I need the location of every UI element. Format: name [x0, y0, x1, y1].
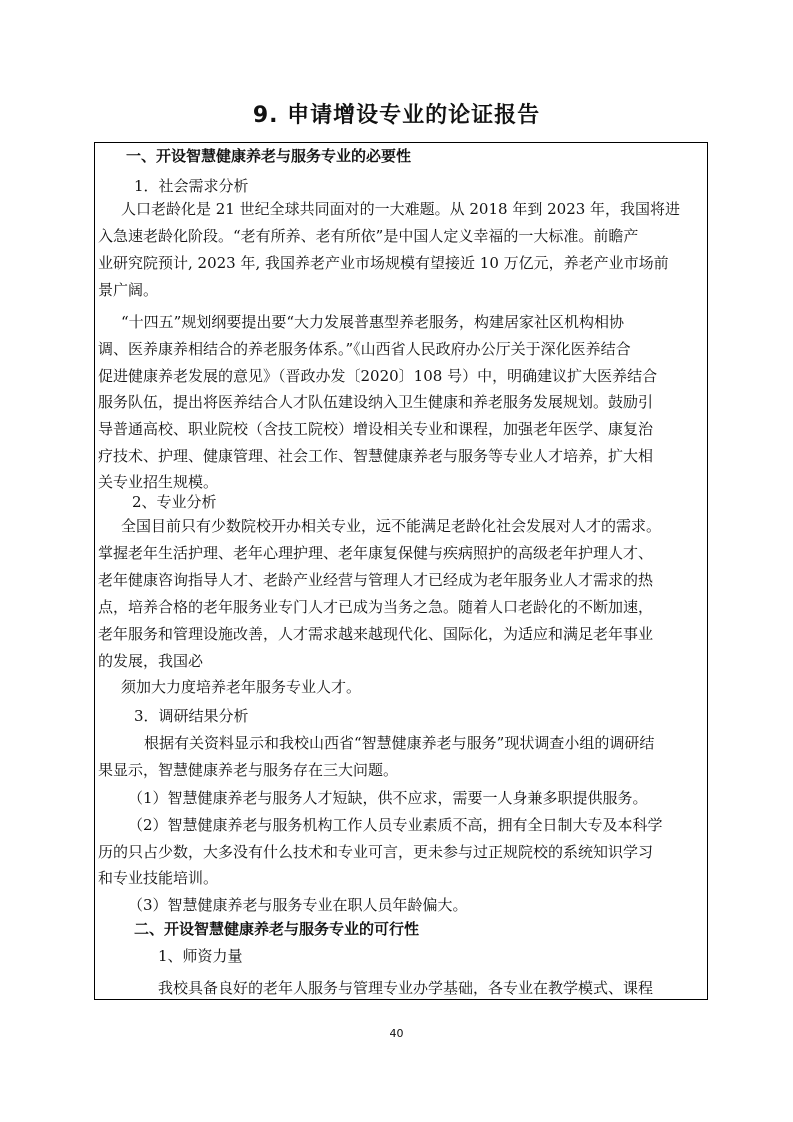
paragraph-line: 和专业技能培训。 [98, 869, 219, 887]
paragraph-line: 果显示，智慧健康养老与服务存在三大问题。 [98, 761, 399, 779]
subheading: 2、专业分析 [132, 493, 217, 511]
paragraph-line: 导普通高校、职业院校（含技工院校）增设相关专业和课程，加强老年医学、康复治 [98, 420, 654, 438]
paragraph-line: 人口老龄化是 21 世纪全球共同面对的一大难题。从 2018 年到 2023 年，我国将进 [121, 200, 681, 218]
paragraph-line: 的发展，我国必 [98, 652, 204, 670]
paragraph-line: 疗技术、护理、健康管理、社会工作、智慧健康养老与服务等专业人才培养，扩大相 [98, 447, 654, 465]
paragraph-line: 老年服务和管理设施改善，人才需求越来越现代化、国际化，为适应和满足老年事业 [98, 625, 654, 643]
paragraph-line: 老年健康咨询指导人才、老龄产业经营与管理人才已经成为老年服务业人才需求的热 [98, 571, 654, 589]
page-title: 9. 申请增设专业的论证报告 [252, 103, 541, 128]
paragraph-line: 历的只占少数，大多没有什么技术和专业可言，更未参与过正规院校的系统知识学习 [98, 843, 654, 861]
paragraph-line: 促进健康养老发展的意见》（晋政办发〔2020〕108 号）中，明确建议扩大医养结合 [98, 367, 658, 385]
list-item: （2）智慧健康养老与服务机构工作人员专业素质不高，拥有全日制大专及本科学 [128, 816, 663, 834]
paragraph-line: 掌握老年生活护理、老年心理护理、老年康复保健与疾病照护的高级老年护理人才、 [98, 544, 654, 562]
subheading: 1．社会需求分析 [134, 177, 249, 195]
paragraph-line: 调、医养康养相结合的养老服务体系。”《山西省人民政府办公厅关于深化医养结合 [98, 340, 631, 358]
paragraph-line: 我校具备良好的老年人服务与管理专业办学基础，各专业在教学模式、课程 [158, 979, 654, 997]
paragraph-line: 服务队伍，提出将医养结合人才队伍建设纳入卫生健康和养老服务发展规划。鼓励引 [98, 393, 654, 411]
paragraph-line: 入急速老龄化阶段。“老有所养、老有所依”是中国人定义幸福的一大标准。前瞻产 [98, 227, 639, 245]
section-heading: 一、开设智慧健康养老与服务专业的必要性 [126, 147, 412, 165]
paragraph-line: 业研究院预计, 2023 年, 我国养老产业市场规模有望接近 10 万亿元，养老产业市场前 [98, 254, 669, 272]
paragraph-line: 须加大力度培养老年服务专业人才。 [121, 678, 362, 696]
list-item: （1）智慧健康养老与服务人才短缺，供不应求，需要一人身兼多职提供服务。 [128, 789, 648, 807]
paragraph-line: 景广阔。 [98, 281, 159, 299]
paragraph-line: 点，培养合格的老年服务业专门人才已成为当务之急。随着人口老龄化的不断加速， [98, 598, 654, 616]
subheading: 1、师资力量 [158, 947, 243, 965]
section-heading: 二、开设智慧健康养老与服务专业的可行性 [134, 920, 420, 938]
subheading: 3．调研结果分析 [134, 707, 249, 725]
page-number: 40 [389, 1027, 404, 1040]
list-item: （3）智慧健康养老与服务专业在职人员年龄偏大。 [128, 896, 468, 914]
paragraph-line: “十四五”规划纲要提出要“大力发展普惠型养老服务，构建居家社区机构相协 [121, 313, 625, 331]
paragraph-line: 全国目前只有少数院校开办相关专业，远不能满足老龄化社会发展对人才的需求。 [121, 517, 662, 535]
paragraph-line: 关专业招生规模。 [98, 473, 219, 491]
paragraph-line: 根据有关资料显示和我校山西省“智慧健康养老与服务”现状调查小组的调研结 [144, 734, 655, 752]
